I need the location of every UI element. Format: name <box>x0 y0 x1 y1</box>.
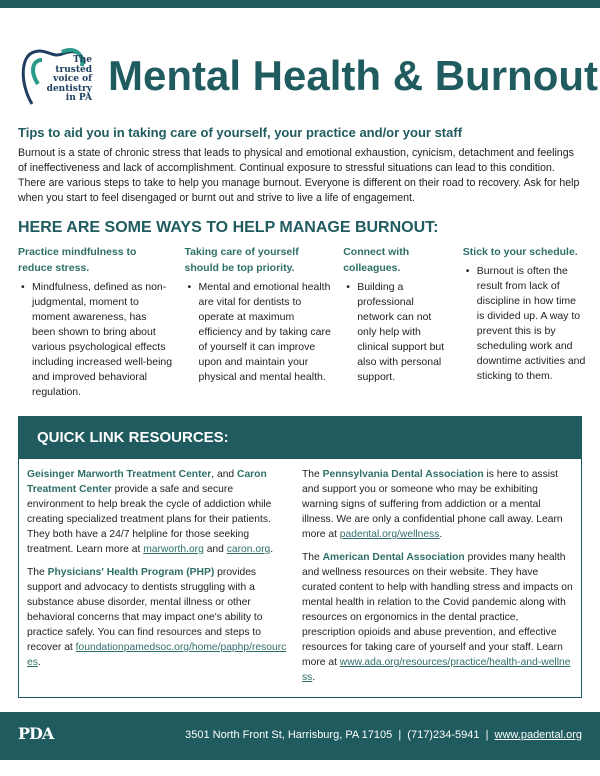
text: . <box>270 544 274 555</box>
resource-name: Geisinger Marworth Treatment Center <box>27 469 212 480</box>
website-link[interactable]: www.padental.org <box>494 729 582 741</box>
logo <box>18 44 92 108</box>
footer <box>0 712 600 760</box>
tip-heading: Taking care of yourself should be top priority. <box>184 246 299 274</box>
tip-text: • Mental and emotional health are vital for dentists to operate at maximum efficiency and by taking care of yourself it can improve upon and maintain your physical and mental health. <box>185 280 332 385</box>
text: and <box>203 544 227 555</box>
tip-text: • Mindfulness, defined as non-judgmental, moment to moment awareness, has been shown to bring about various psychological effects including increased well-being and improved behavioral regulation. <box>18 280 173 400</box>
text: is here to assist and support you or someone who may be exhibiting warning signs of suffering from addiction or a mental illness. We are only a confidential phone call away. Learn more at <box>302 469 563 540</box>
header <box>0 8 600 124</box>
tip-column <box>343 244 451 400</box>
resources-right <box>302 467 573 693</box>
resource-name: American Dental Association <box>322 552 465 563</box>
text: provide a safe and secure environment to help break the cycle of addiction while creating specialized treatment plans for their patients. They both have a 24/7 helpline for those seeking treatment. Learn more at <box>27 484 272 555</box>
ways-heading: HERE ARE SOME WAYS TO HELP MANAGE BURNOUT: <box>18 219 439 236</box>
logo-text: The trusted voice of dentistry in PA <box>46 55 92 103</box>
ada-resource <box>302 550 573 685</box>
resource-name: Physicians' Health Program (PHP) <box>47 567 215 578</box>
php-resource <box>27 565 288 670</box>
tip-column <box>463 244 586 400</box>
resource-name: Pennsylvania Dental Association <box>322 469 484 480</box>
text: . <box>312 672 316 683</box>
page-title: Mental Health & Burnout <box>108 52 598 99</box>
tip-heading: Stick to your schedule. <box>462 246 578 258</box>
pda-wellness-link[interactable]: padental.org/wellness <box>339 529 440 540</box>
footer-contact <box>185 729 582 741</box>
php-link[interactable]: foundationpamedsoc.org/home/paphp/resources <box>27 642 287 668</box>
text: The <box>302 469 323 480</box>
text: The <box>27 567 48 578</box>
geisinger-resource <box>27 467 288 557</box>
text: . <box>439 529 443 540</box>
tip-column <box>18 244 173 400</box>
pda-logo: PDA <box>18 724 54 743</box>
tip-heading: Practice mindfulness to reduce stress. <box>18 246 137 274</box>
text: , and <box>211 469 238 480</box>
marworth-link[interactable]: marworth.org <box>143 544 204 555</box>
resources-heading: QUICK LINK RESOURCES: <box>19 417 581 459</box>
top-bar <box>0 0 600 8</box>
text: The <box>302 552 323 563</box>
resource-name: Caron Treatment Center <box>27 469 267 495</box>
text: . <box>37 657 41 668</box>
tip-heading: Connect with colleagues. <box>343 246 410 274</box>
intro-paragraph: Burnout is a state of chronic stress that leads to physical and emotional exhaustion, cynicism, detachment and feelings of ineffectiveness and lack of accomplishment. Continual exposure to stressful situations can lead to this condition. There are various steps to take to help you manage burnout. Everyone is different on their road to recovery. Ask for help when you start to feel disengaged or burnt out and strive to live a life of engagement. <box>18 147 580 204</box>
pda-resource <box>302 467 573 542</box>
tip-column <box>185 244 332 400</box>
ada-link[interactable]: www.ada.org/resources/practice/health-and-wellness <box>302 657 571 683</box>
address-text: 3501 North Front St, Harrisburg, PA 17105 | (717)234-5941 | <box>185 729 495 741</box>
caron-link[interactable]: caron.org <box>226 544 271 555</box>
tips-row <box>18 244 586 400</box>
text: provides many health and wellness resources on their website. They have curated content to help with handling stress and impacts on mental health in relation to the Covid pandemic along with resources on ergonomics in the dental practice, prescription opioids and abuse prevention, and effective resources for taking care of yourself and your staff. Learn more at <box>302 552 573 668</box>
tip-text: • Building a professional network can not only help with clinical support but also with personal support. <box>343 280 451 385</box>
resources-left <box>27 467 288 693</box>
tip-text: • Burnout is often the result from lack of discipline in how time is divided up. A way to prevent this is by scheduling work and downtime activities and sticking to them. <box>463 264 586 384</box>
resources-box <box>18 416 582 698</box>
subtitle: Tips to aid you in taking care of yourself, your practice and/or your staff <box>18 125 463 140</box>
text: provides support and advocacy to dentists struggling with a substance abuse disorder, mental illness or other behavioral concerns that may impact one's ability to practice safely. You can find resources and steps to recover at <box>27 567 263 653</box>
